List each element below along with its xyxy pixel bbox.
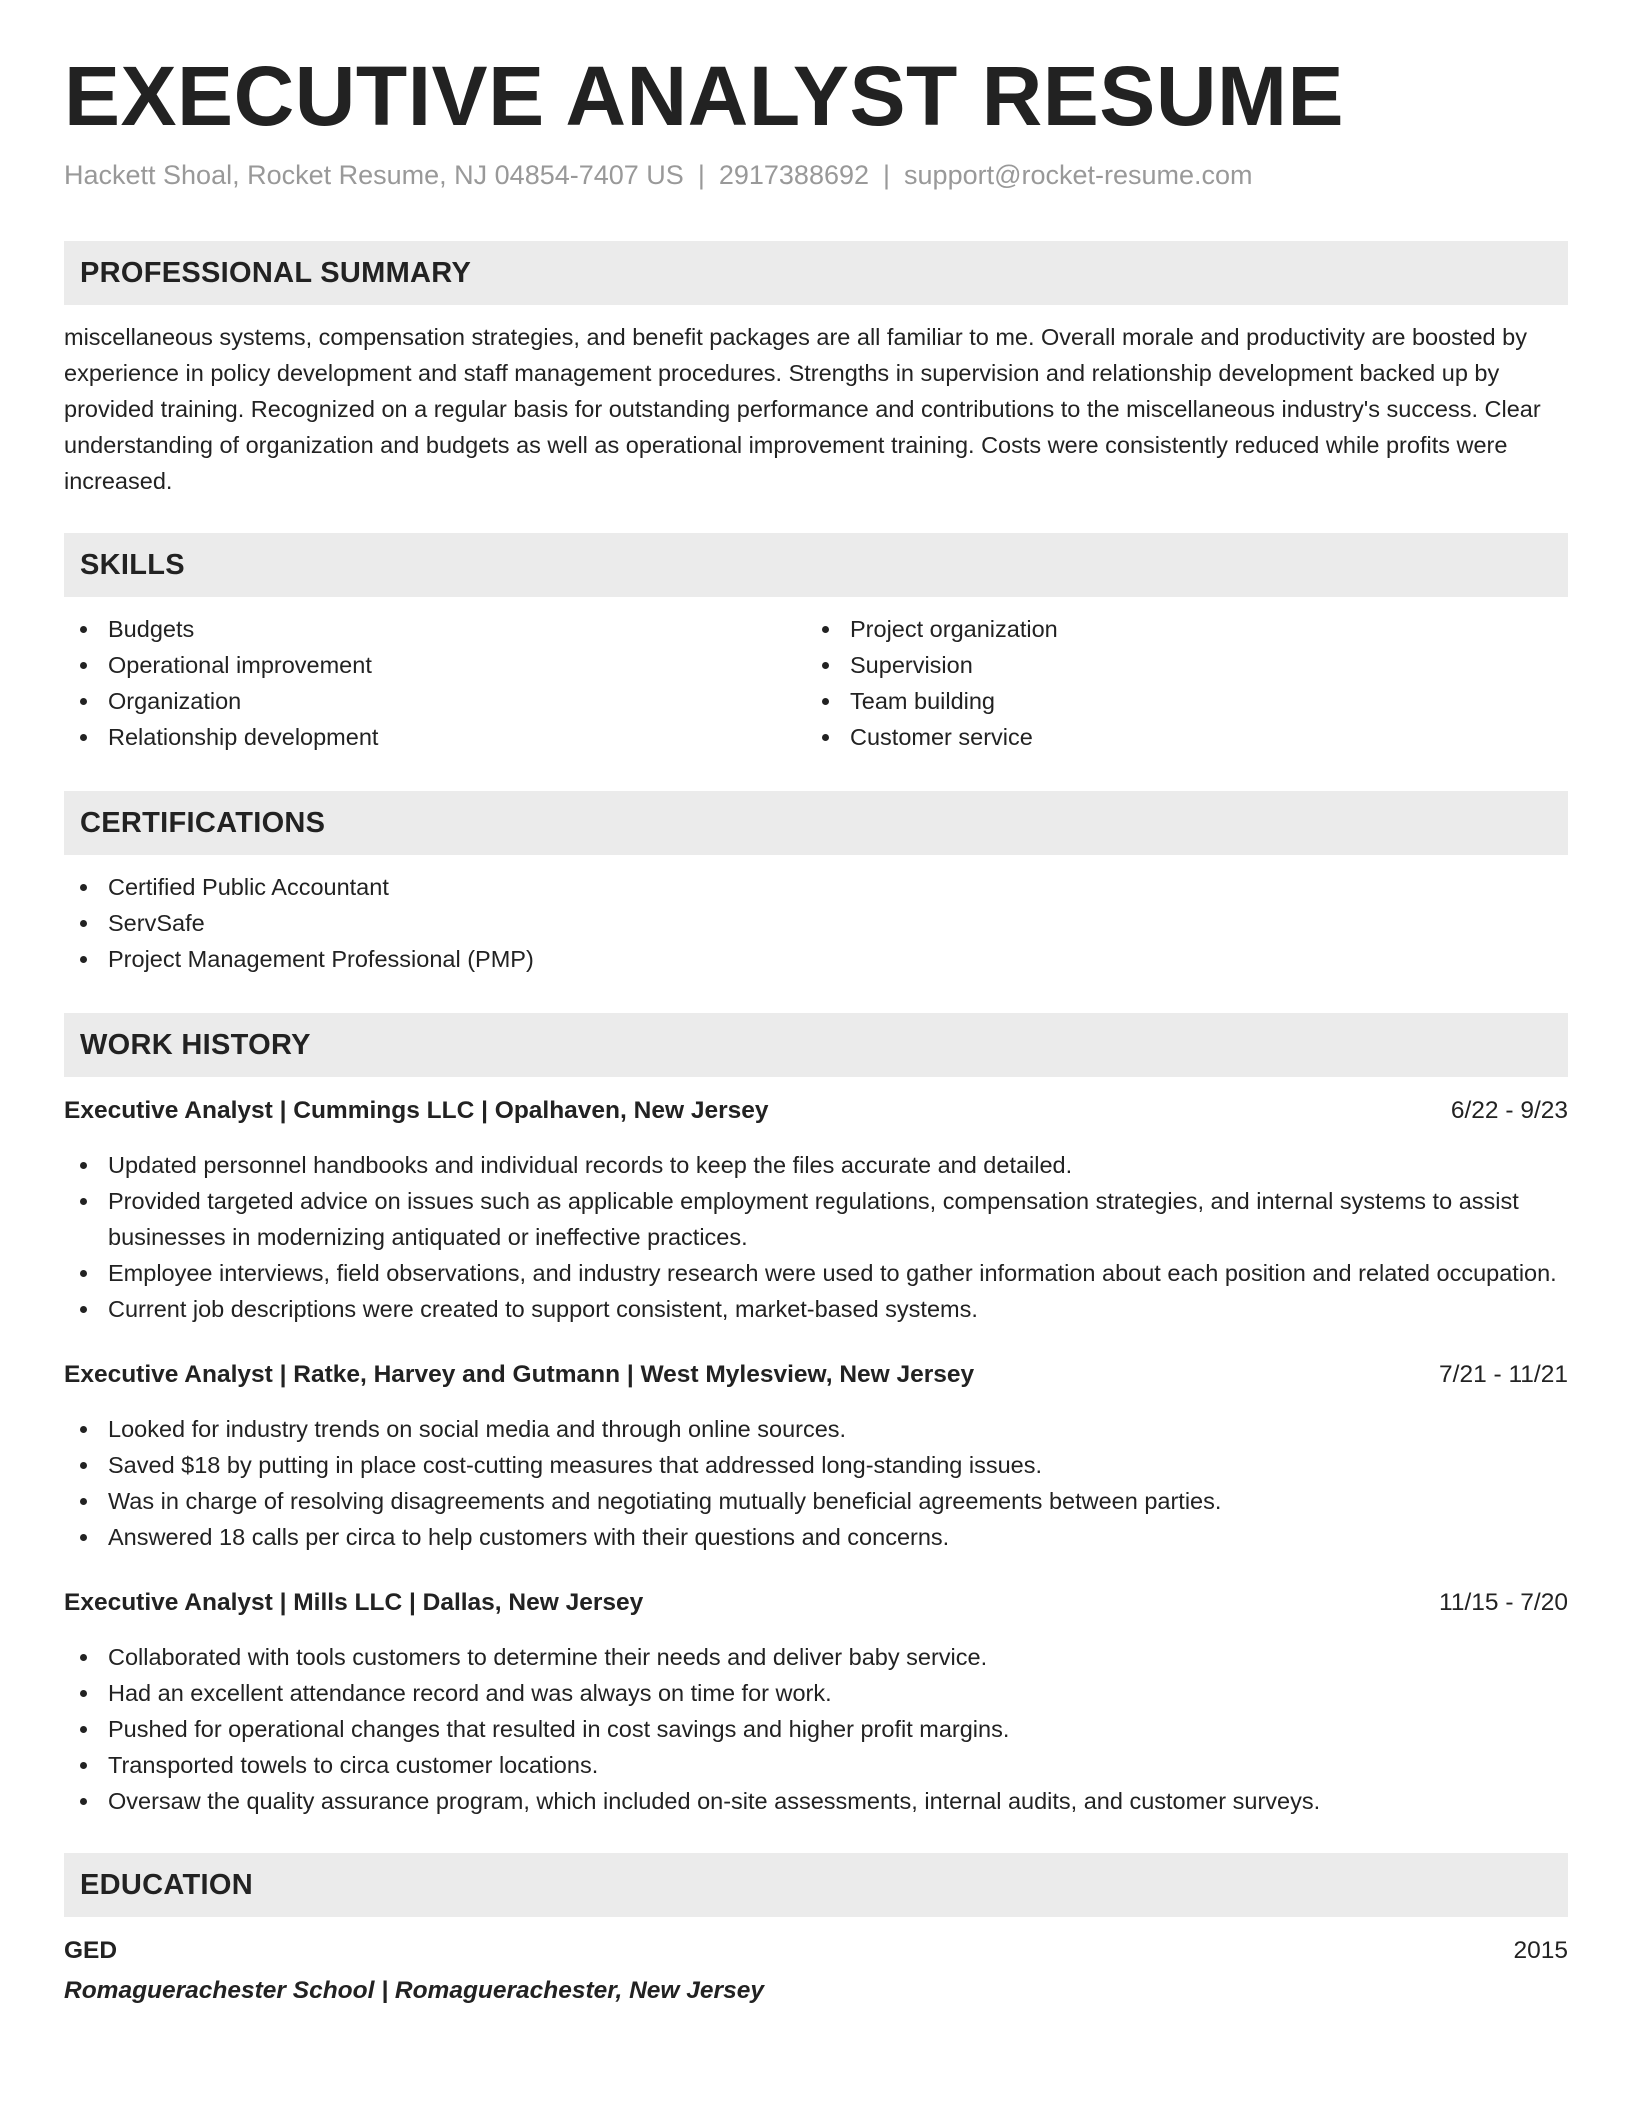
list-item: Project organization <box>806 611 1548 647</box>
list-item: Was in charge of resolving disagreements and negotiating mutually beneficial agreements between parties. <box>64 1483 1568 1519</box>
contact-line <box>64 160 1568 191</box>
list-item: Team building <box>806 683 1548 719</box>
job-bullets <box>64 1147 1568 1327</box>
list-item: Certified Public Accountant <box>64 869 1568 905</box>
list-item: Had an excellent attendance record and was always on time for work. <box>64 1675 1568 1711</box>
education-year: 2015 <box>1513 1937 1568 1965</box>
list-item: Budgets <box>64 611 806 647</box>
contact-separator: | <box>697 160 705 191</box>
job-bullets <box>64 1639 1568 1819</box>
job-dates: 11/15 - 7/20 <box>1439 1589 1568 1617</box>
summary-text: miscellaneous systems, compensation strategies, and benefit packages are all familiar to me. Overall morale and productivity are boosted by experience in policy development and staff management procedures. Strengths in supervision and relationship development backed up by provided training. Recognized on a regular basis for outstanding performance and contributions to the miscellaneous industry's success. Clear understanding of organization and budgets as well as operational improvement training. Costs were consistently reduced while profits were increased. <box>64 324 1541 495</box>
list-item: Organization <box>64 683 806 719</box>
resume-title: EXECUTIVE ANALYST RESUME <box>64 49 1344 143</box>
contact-phone: 2917388692 <box>718 160 870 191</box>
list-item: Supervision <box>806 647 1548 683</box>
certifications-list <box>64 869 1568 977</box>
contact-separator: | <box>883 160 891 191</box>
list-item: Transported towels to circa customer locations. <box>64 1747 1568 1783</box>
list-item: Customer service <box>806 719 1548 755</box>
section-heading-education: EDUCATION <box>64 1853 1568 1917</box>
list-item: Relationship development <box>64 719 806 755</box>
list-item: Updated personnel handbooks and individual records to keep the files accurate and detailed. <box>64 1147 1568 1183</box>
list-item: ServSafe <box>64 905 1568 941</box>
section-heading-summary: PROFESSIONAL SUMMARY <box>64 241 1568 305</box>
job-title: Executive Analyst | Mills LLC | Dallas, New Jersey <box>64 1589 644 1617</box>
skills-column-right <box>806 611 1548 755</box>
job-title: Executive Analyst | Cummings LLC | Opalhaven, New Jersey <box>64 1097 769 1125</box>
list-item: Looked for industry trends on social media and through online sources. <box>64 1411 1568 1447</box>
list-item: Saved $18 by putting in place cost-cutting measures that addressed long-standing issues. <box>64 1447 1568 1483</box>
list-item: Oversaw the quality assurance program, which included on-site assessments, internal audits, and customer surveys. <box>64 1783 1568 1819</box>
list-item: Project Management Professional (PMP) <box>64 941 1568 977</box>
list-item: Operational improvement <box>64 647 806 683</box>
job-dates: 7/21 - 11/21 <box>1439 1361 1568 1389</box>
job-header <box>64 1093 1568 1129</box>
job-header <box>64 1585 1568 1621</box>
job-header <box>64 1357 1568 1393</box>
contact-email: support@rocket-resume.com <box>904 160 1253 191</box>
list-item: Employee interviews, field observations, and industry research were used to gather information about each position and related occupation. <box>64 1255 1568 1291</box>
section-heading-skills: SKILLS <box>64 533 1568 597</box>
list-item: Pushed for operational changes that resulted in cost savings and higher profit margins. <box>64 1711 1568 1747</box>
contact-address: Hackett Shoal, Rocket Resume, NJ 04854-7407 US <box>64 160 684 191</box>
job-bullets <box>64 1411 1568 1555</box>
list-item: Provided targeted advice on issues such as applicable employment regulations, compensation strategies, and internal systems to assist businesses in modernizing antiquated or ineffective practices. <box>64 1183 1568 1255</box>
education-school: Romaguerachester School | Romaguerachester, New Jersey <box>64 1977 764 2005</box>
section-heading-work: WORK HISTORY <box>64 1013 1568 1077</box>
list-item: Current job descriptions were created to support consistent, market-based systems. <box>64 1291 1568 1327</box>
education-degree: GED <box>64 1937 118 1965</box>
job-dates: 6/22 - 9/23 <box>1450 1097 1568 1125</box>
job-title: Executive Analyst | Ratke, Harvey and Gutmann | West Mylesview, New Jersey <box>64 1361 975 1389</box>
skills-grid <box>64 611 1568 755</box>
education-header <box>64 1933 1568 1969</box>
section-heading-certifications: CERTIFICATIONS <box>64 791 1568 855</box>
list-item: Collaborated with tools customers to determine their needs and deliver baby service. <box>64 1639 1568 1675</box>
skills-column-left <box>64 611 806 755</box>
resume-page <box>64 49 1568 2009</box>
list-item: Answered 18 calls per circa to help customers with their questions and concerns. <box>64 1519 1568 1555</box>
